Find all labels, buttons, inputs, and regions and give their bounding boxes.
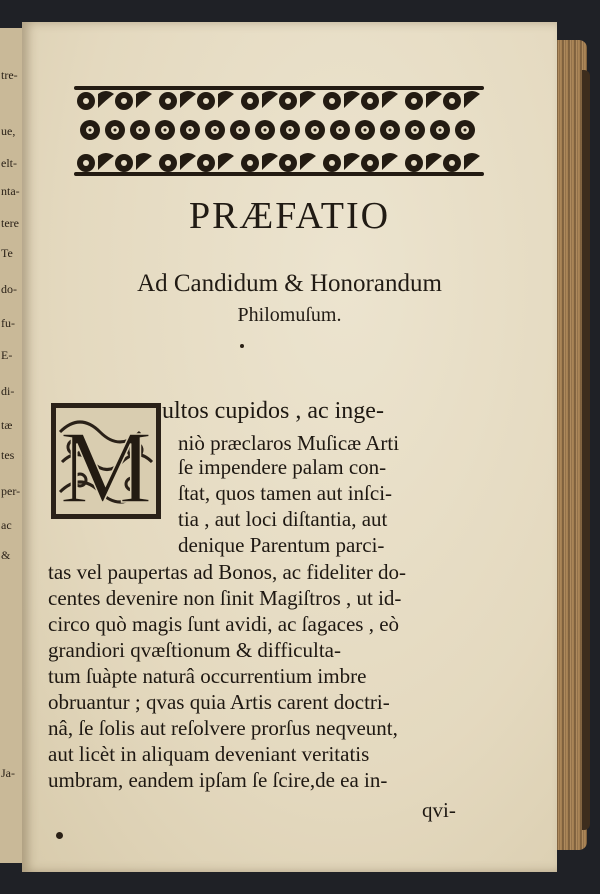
initial-letter: M xyxy=(59,410,153,520)
body-line: denique Parentum parci- xyxy=(178,533,385,557)
body-line: circo quò magis ſunt avidi, ac ſagaces , eò xyxy=(48,612,400,636)
body-line: umbram, eandem ipſam ſe ſcire,de ea in- xyxy=(48,768,388,792)
left-fragment: Te xyxy=(1,246,13,260)
left-fragment: Ja- xyxy=(1,766,15,780)
left-fragment: fu- xyxy=(1,316,15,330)
body-line: tum ſuàpte naturâ occurrentium imbre xyxy=(48,664,367,688)
body-line: tia , aut loci diſtantia, aut xyxy=(178,507,388,531)
body-line: centes devenire non ſinit Magiſtros , ut id- xyxy=(48,586,402,610)
body-line: nâ, ſe ſolis aut reſolvere prorſus neqveunt, xyxy=(48,716,398,740)
binding-shadow xyxy=(582,70,590,830)
catchword: qvi- xyxy=(422,798,456,822)
left-fragment: tes xyxy=(1,448,15,462)
body-line: tas vel paupertas ad Bonos, ac fideliter do- xyxy=(48,560,407,584)
left-fragment: di- xyxy=(1,384,15,398)
body-line: niò præclaros Muſicæ Arti xyxy=(178,431,400,455)
left-fragment: tæ xyxy=(1,418,13,432)
left-fragment: do- xyxy=(1,282,17,296)
left-fragment: ac xyxy=(1,518,12,532)
left-fragment: & xyxy=(1,548,11,562)
woodcut-ornament-band xyxy=(74,84,484,178)
ink-speck xyxy=(56,832,63,839)
left-fragment: ue, xyxy=(1,124,16,138)
body-line: ſe impendere palam con- xyxy=(178,455,387,479)
page-title: PRÆFATIO xyxy=(188,195,391,237)
dedication-line-1: Ad Candidum & Honorandum xyxy=(137,270,442,297)
ink-speck xyxy=(240,344,244,348)
left-fragment: tre- xyxy=(1,68,18,82)
left-fragment: elt- xyxy=(1,156,17,170)
dedication-line-2: Philomuſum. xyxy=(237,304,342,326)
left-fragment: tere xyxy=(1,216,19,230)
book-page xyxy=(22,22,557,872)
left-fragment: per- xyxy=(1,484,21,498)
left-fragment: E- xyxy=(1,348,13,362)
body-line: grandiori qvæſtionum & difficulta- xyxy=(48,638,341,662)
decorated-initial xyxy=(50,402,162,520)
body-line: aut licèt in aliquam deveniant veritatis xyxy=(48,742,370,766)
left-page-edge xyxy=(0,28,23,863)
body-line: ſtat, quos tamen aut inſci- xyxy=(178,481,393,505)
body-line: ultos cupidos , ac inge- xyxy=(162,398,384,424)
body-line: obruantur ; qvas quia Artis carent doctri- xyxy=(48,690,390,714)
left-fragment: nta- xyxy=(1,184,20,198)
